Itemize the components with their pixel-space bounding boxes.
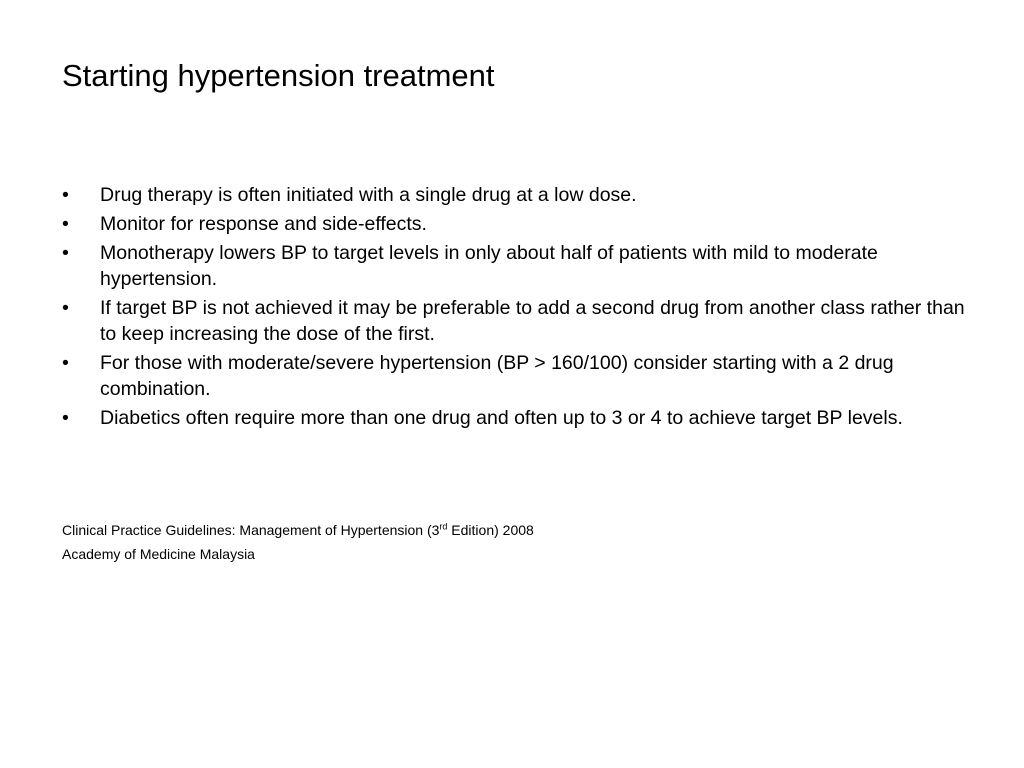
bullet-text: For those with moderate/severe hypertension (BP > 160/100) consider starting with a 2 drug combination. — [100, 352, 894, 400]
list-item — [62, 295, 972, 347]
list-item — [62, 350, 972, 402]
bullet-text: Monotherapy lowers BP to target levels in only about half of patients with mild to moderate hypertension. — [100, 242, 878, 290]
list-item — [62, 240, 972, 292]
source-edition-superscript: rd — [439, 521, 448, 532]
bullet-symbol: • — [62, 184, 69, 206]
bullet-text: Diabetics often require more than one drug and often up to 3 or 4 to achieve target BP levels. — [100, 407, 903, 429]
bullet-symbol: • — [62, 407, 69, 429]
bullet-symbol: • — [62, 297, 69, 319]
source-line-guideline — [62, 518, 534, 542]
slide-title: Starting hypertension treatment — [62, 58, 495, 93]
bullet-text: If target BP is not achieved it may be preferable to add a second drug from another class rather than to keep increasing the dose of the first. — [100, 297, 965, 345]
bullet-symbol: • — [62, 242, 69, 264]
source-citation — [62, 518, 534, 566]
bullet-list — [62, 182, 972, 434]
bullet-text: Monitor for response and side-effects. — [100, 213, 427, 235]
source-edition-text: Edition) 2008 — [447, 522, 534, 538]
bullet-symbol: • — [62, 352, 69, 374]
bullet-symbol: • — [62, 213, 69, 235]
list-item — [62, 405, 972, 431]
bullet-text: Drug therapy is often initiated with a single drug at a low dose. — [100, 184, 637, 206]
source-line-publisher: Academy of Medicine Malaysia — [62, 546, 255, 562]
source-guideline-text: Clinical Practice Guidelines: Management of Hypertension (3 — [62, 522, 440, 538]
list-item — [62, 182, 972, 208]
list-item — [62, 211, 972, 237]
